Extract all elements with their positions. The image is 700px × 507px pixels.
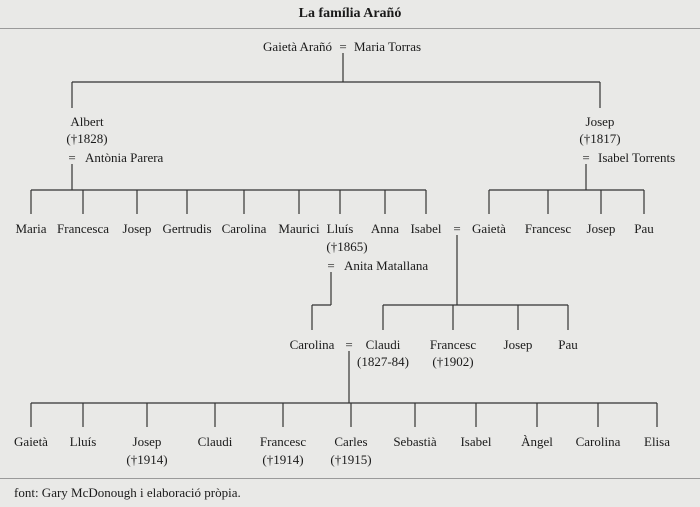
albert-child: Lluís	[326, 221, 354, 236]
marriage-symbol: =	[339, 39, 347, 54]
gen3-child-dates: (1827-84)	[357, 354, 409, 369]
albert-child: Maurici	[278, 221, 320, 236]
lluis-spouse: Anita Matallana	[344, 258, 429, 273]
gen4-child-dates: (†1914)	[126, 452, 168, 467]
gen3-child: Claudi	[365, 337, 401, 352]
gen4-child: Lluís	[69, 434, 97, 449]
albert-child: Isabel	[410, 221, 442, 236]
figure-title: La família Arañó	[298, 6, 402, 21]
albert-dates: (†1828)	[66, 131, 108, 146]
albert-child: Maria	[15, 221, 47, 236]
gen4-child: Carles	[334, 434, 368, 449]
gen3-child: Francesc	[429, 337, 477, 352]
gen4-child: Carolina	[575, 434, 621, 449]
carolina-name: Carolina	[289, 337, 335, 352]
albert-child: Gertrudis	[162, 221, 212, 236]
albert-child: Carolina	[221, 221, 267, 236]
lluis-dates: (†1865)	[326, 239, 368, 254]
source-note: font: Gary McDonough i elaboració pròpia.	[14, 485, 241, 500]
marriage-symbol: =	[582, 150, 590, 165]
gen4-child: Claudi	[197, 434, 233, 449]
gen3-child: Josep	[503, 337, 533, 352]
albert-name: Albert	[70, 114, 104, 129]
bottom-divider	[0, 478, 700, 479]
albert-child: Josep	[122, 221, 152, 236]
josep-child: Francesc	[524, 221, 572, 236]
josep-child: Josep	[586, 221, 616, 236]
josep-dates: (†1817)	[579, 131, 621, 146]
gen4-child: Francesc	[259, 434, 307, 449]
josep-child: Pau	[634, 221, 654, 236]
josep-name: Josep	[585, 114, 615, 129]
gen4-child: Sebastià	[393, 434, 437, 449]
marriage-symbol: =	[345, 337, 353, 352]
albert-spouse: Antònia Parera	[85, 150, 164, 165]
albert-child: Francesca	[57, 221, 109, 236]
marriage-symbol: =	[327, 258, 335, 273]
gen4-child: Isabel	[460, 434, 492, 449]
josep-spouse: Isabel Torrents	[598, 150, 676, 165]
albert-child: Anna	[370, 221, 400, 236]
gen4-child: Elisa	[644, 434, 670, 449]
marriage-symbol: =	[453, 221, 461, 236]
gen4-child: Josep	[132, 434, 162, 449]
gen4-child-dates: (†1914)	[262, 452, 304, 467]
gen4-child: Àngel	[521, 434, 553, 449]
gen4-child: Gaietà	[14, 434, 48, 449]
gen3-child-dates: (†1902)	[432, 354, 474, 369]
root-wife: Maria Torras	[354, 39, 422, 54]
marriage-symbol: =	[68, 150, 76, 165]
root-husband: Gaietà Arañó	[263, 39, 332, 54]
gen4-child-dates: (†1915)	[330, 452, 372, 467]
josep-child: Gaietà	[472, 221, 506, 236]
gen3-child: Pau	[558, 337, 578, 352]
